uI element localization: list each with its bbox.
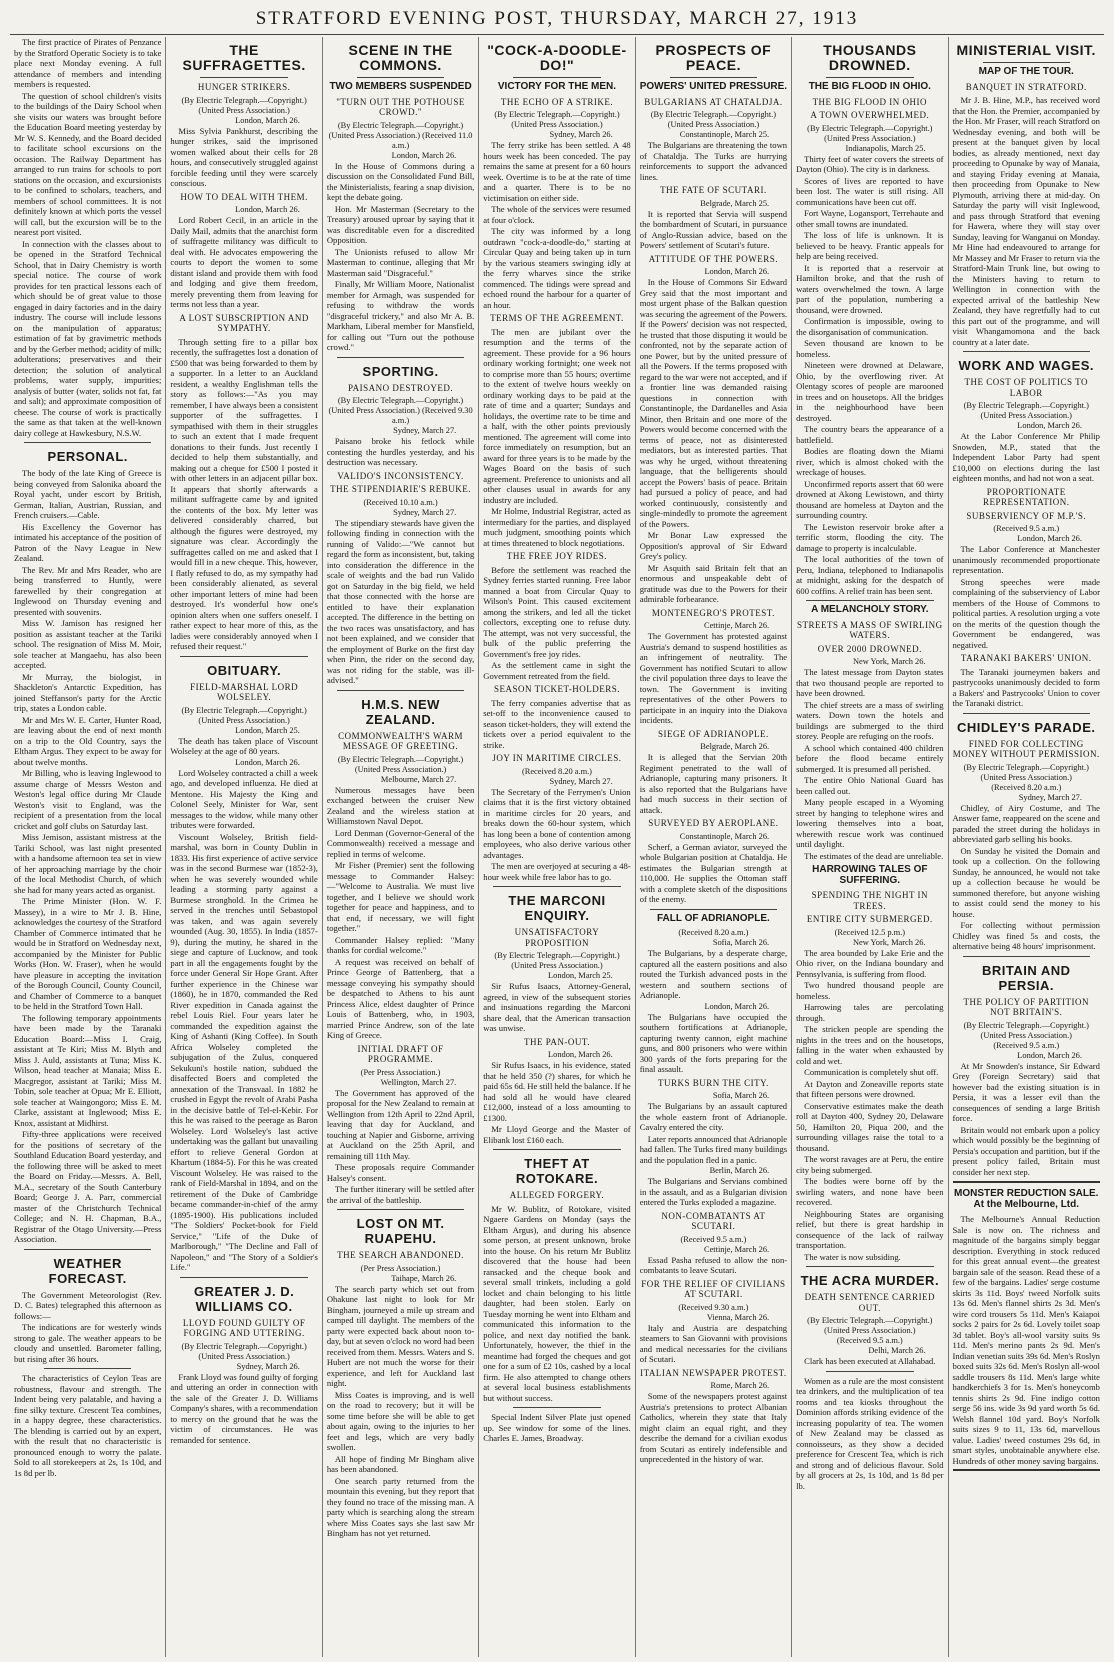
dateline: Belgrade, March 25. <box>700 198 770 208</box>
divider <box>24 1249 151 1250</box>
article-paragraph: Mr Bonar Law expressed the Opposition's approval of Sir Edward Grey's policy. <box>639 530 788 561</box>
dateline: London, March 26. <box>391 150 457 160</box>
column-commons <box>323 37 479 1657</box>
wire-credit: (By Electric Telegraph.—Copyright.) (United Press Association.) <box>807 123 933 143</box>
article-paragraph: As the settlement came in sight the Government retreated from the field. <box>483 660 631 681</box>
article-paragraph: The Bulgarians, by a desperate charge, captured all the eastern positions and also routed the Turkish advanced posts in the western and southern sections of Adrianople. <box>639 948 788 1000</box>
weather-paragraph: The Government Meteorologist (Rev. D. C. Bates) telegraphed this afternoon as follows:— <box>14 1289 162 1321</box>
column-suffragettes <box>166 37 322 1657</box>
obituary-heading: OBITUARY. <box>207 662 282 678</box>
subheading: DEATH SENTENCE CARRIED OUT. <box>804 1292 936 1313</box>
chidley-heading: CHIDLEY'S PARADE. <box>957 719 1096 735</box>
article-paragraph: For collecting without permission Chidley was fined 5s and costs, the alternative being 48 hours' imprisonment. <box>952 920 1100 951</box>
dateline: Constantinople, March 26. <box>679 831 770 841</box>
article-paragraph: Confirmation is impossible, owing to the disorganisation of communication. <box>796 316 944 337</box>
received-time: (Received 9.5 a.m.) <box>993 1040 1060 1050</box>
column-local-news <box>10 37 166 1657</box>
theft-heading: THEFT AT ROTOKARE. <box>515 1156 599 1186</box>
dateline: Vienna, March 26. <box>706 1312 770 1322</box>
divider <box>650 909 777 910</box>
dateline: Sydney, March 26. <box>549 130 613 139</box>
article-paragraph: The Secretary of the Ferrymen's Union claims that it is the first victory obtained in maritime circles for 20 years, and breaks down the 60-hour system, which has long been a bone of contention among employees, who also derive various other advantages. <box>483 786 631 860</box>
weather-heading: WEATHER FORECAST. <box>48 1255 127 1286</box>
subheading: INITIAL DRAFT OF PROGRAMME. <box>357 1043 444 1064</box>
divider <box>180 656 307 657</box>
subheading: POWERS' UNITED PRESSURE. <box>639 81 788 92</box>
subheading: TWO MEMBERS SUSPENDED <box>329 81 472 92</box>
article-paragraph: The Unionists refused to allow Mr Masterman to continue, alleging that Mr Masterman said "Disgraceful." <box>326 246 475 278</box>
personal-item: Miss Jemison, assistant mistress at the Tariki School, was last night presented with a handsome afternoon tea set in view of her approaching marriage by the choir of the local Methodist Church, of which she had for many years acted as organist. <box>14 832 162 895</box>
persia-heading: BRITAIN AND PERSIA. <box>981 962 1071 993</box>
weather-paragraph: The indications are for westerly winds strong to gale. The weather appears to be cloudy and unsettled. Barometer falling, but rising after 36 hours. <box>14 1322 162 1364</box>
dateline: London, March 26. <box>548 1050 613 1059</box>
article-paragraph: A school which contained 400 children before the flood became entirely submerged. It is presumed all perished. <box>796 742 944 774</box>
dateline: Wellington, March 27. <box>380 1077 457 1087</box>
subheading: THE STIPENDIARIE'S REBUKE. <box>330 484 471 494</box>
wire-credit: (By Electric Telegraph.—Copyright.) (United Press Association.) <box>963 762 1089 782</box>
article-paragraph: The Bulgarians by an assault captured the whole eastern front of Adrianople. Cavalry entered the city. <box>639 1101 788 1132</box>
received-time: (Received 8.20 a.m.) <box>521 766 592 776</box>
dateline: Sydney, March 27. <box>393 426 457 435</box>
article-paragraph: Finally, Mr William Moore, Nationalist member for Armagh, was suspended for refusing to withdraw the words "disgraceful trickery," and also Mr A. B. Markham, Liberal member for Mansfield, for calling out "Turn out the pothouse crowd." <box>326 279 475 352</box>
subheading: FOR THE RELIEF OF CIVILIANS AT SCUTARI. <box>641 1278 786 1299</box>
divider <box>200 77 287 78</box>
dateline: Delhi, March 26. <box>868 1346 926 1355</box>
article-paragraph: The entire Ohio National Guard has been called out. <box>796 775 944 796</box>
article-paragraph: Italy and Austria are despatching steamers to San Giovanni with provisions and medical necessaries for the civilians of Scutari. <box>639 1322 788 1364</box>
article-paragraph: Communication is completely shut off. <box>804 1067 939 1077</box>
article-paragraph: Mr Holme, Industrial Registrar, acted as intermediary for the parties, and displayed much judgment, smoothing points which at times threatened to block negotiations. <box>483 506 631 548</box>
divider <box>806 1266 933 1267</box>
subheading: BANQUET IN STRATFORD. <box>965 81 1087 92</box>
article-paragraph: Sir Rufus Isaacs, in his evidence, stated that he held 350 (?) shares, for which he paid 65s 6d. He still held the balance. If he had sold all he would have cleared £12,000, instead of a loss amounting to £1300. <box>483 1060 631 1123</box>
dateline: Berlin, March 26. <box>709 1166 770 1175</box>
peace-heading: PROSPECTS OF PEACE. <box>655 42 772 73</box>
article-paragraph: The local authorities of the town of Peru, Indiana, telephoned to Indianapolis at midnight, asking for the despatch of 600 coffins. A relief train has been sent. <box>796 554 944 596</box>
article-paragraph: At the Labor Conference Mr Philip Snowden, M.P., stated that the Independent Labor Party had spent £10,000 on elections during the last eighteen months, and had not won a seat. <box>952 431 1100 483</box>
article-paragraph: Clark has been executed at Allahabad. <box>804 1356 936 1366</box>
column-ferry-strike <box>479 37 635 1657</box>
article-paragraph: It is reported that a reservoir at Hamilton broke, and that the rush of waters overwhelmed the town. A large part of the population, numbering a thousand, were drowned. <box>796 262 944 315</box>
article-paragraph: Mr J. B. Hine, M.P., has received word that the Hon. the Premier, accompanied by the Hon. Mr Fraser, will reach Stratford on Wednesday evening, and both will be present at the banquet given by local bodies, as already mentioned, next day proceeding to Opunake by way of Manaia, and staying Friday evening at Manaia, then proceeding from Opunake to New Plymouth, arriving there at mid-day. On Saturday the party will visit Inglewood, and pass through Stratford that evening for Hawera, where they will stay over Sunday, leaving for Wanganui on Monday. Mr Hine had endeavoured to arrange for Mr Massey and Mr Fraser to return via the Stratford-Main Trunk line, but owing to the Ministers having to return to Wellington in connection with the expected arrival of the battleship New Zealand, they have regretfully had to cut this part out of the programme, and will visit Whangamomona and the back country at a later date. <box>952 95 1100 347</box>
personal-items <box>14 468 161 1245</box>
article-paragraph: Two hundred thousand people are homeless. <box>796 980 944 1001</box>
article-paragraph: The stricken people are spending the nights in the trees and on the housetops, falling in the water when exhausted by cold and wet. <box>796 1024 944 1066</box>
article-paragraph: The Labor Conference at Manchester unanimously recommended proportionate representation. <box>952 544 1100 575</box>
dateline: Indianapolis, March 25. <box>845 143 926 153</box>
dateline: London, March 26. <box>704 267 770 276</box>
article-paragraph: It is alleged that the Servian 20th Regiment penetrated to the wall of Adrianople, capturing many prisoners. It is also reported that the Bulgarians have had much success in their section of attack. <box>639 752 788 815</box>
subheading: THE BIG FLOOD IN OHIO. <box>808 81 931 92</box>
article-paragraph: Miss Coates is improving, and is well on the road to recovery; but it will be some time before she will be able to get about again, owing to the injuries to her feet and legs, which are very badly swollen. <box>326 1389 475 1452</box>
article-paragraph: The chief streets are a mass of swirling waters. Down town the hotels and buildings are submerged to the third storey. People are refuging on the roofs. <box>796 699 944 741</box>
article-paragraph: Conservative estimates make the death roll at Dayton 400, Sydney 20, Delaware 50, Hamilton 20, Piqua 200, and the surrounding villages raise the total to a thousand. <box>796 1100 944 1153</box>
dateline: New York, March 26. <box>852 657 926 666</box>
article-paragraph: Mr W. Bublitz, of Rotokare, visited Ngaere Gardens on Monday (says the Eltham Argus), and during his absence some person, at present unknown, broke into the house. On his return Mr Bublitz discovered that the house had been ransacked and the cheque book and several small trinkets, including a gold locket and chain belonging to his little daughter, had been stolen. Early on Tuesday morning he went into Eltham and communicated this information to the police, and next day notified the bank. Unfortunately, however, the thief in the meantime had forged the cheques and got one for a sum of £2 10s, cashed by a local firm. He also attempted to change others at several local business establishments but without success. <box>483 1203 631 1403</box>
dateline: London, March 26. <box>704 1001 770 1011</box>
ministerial-heading: MINISTERIAL VISIT. <box>956 42 1096 58</box>
divider <box>513 1407 600 1408</box>
dateline: London, March 26. <box>1017 1050 1082 1060</box>
subheading: THE FATE OF SCUTARI. <box>660 185 767 195</box>
wire-credit: (Per Press Association.) <box>360 1263 441 1273</box>
williams-heading: GREATER J. D. WILLIAMS CO. <box>194 1283 295 1314</box>
dateline: Cettinje, March 26. <box>703 621 770 630</box>
wire-credit: (By Electric Telegraph.—Copyright.) (United Press Association.) <box>807 1316 933 1335</box>
article-paragraph: Viscount Wolseley, British field-marshal, was born in County Dublin in 1833. His first experience of active service was in the second Burmese war (1852-3), when he was severely wounded while leading a storming party against a Burmese stronghold. In the Crimea he served in the trenches until Sebastopol was taken, and was again severely wounded (Aug. 30, 1855). In India (1857-9), during the mutiny, he shared in the siege and capture of Lucknow, and took part in all the engagements fought by the force under General Sir Hope Grant. After further experience in the Chinese war (1860), he in 1870, commanded the Red River expedition in Canada against the rebel Louis Riel. Four years later he commanded the expedition against the King of Ashanti (King Coffee). In South Africa Wolseley completed the subjugation of the Zulus, conquered Sekukuni's hostile nation, subdued the disaffected Boers and completed the annexation of the Transvaal. In 1882 he crushed in Egypt the revolt of Arabi Pasha in the decisive battle of Tel-el-Kebir. For this he was raised to the peerage as Baron Wolseley. Lord Wolseley's last active undertaking was the gallant but unavailing effort to relieve General Gordon at Khartum (1884-5). For this he was created Viscount Wolseley. He was raised to the rank of Field-Marshal in 1894, and on the retirement of the Duke of Cambridge became commander-in-chief of the army (1895-1900). His publications included "The Soldiers' Pocket-book for Field Service," "Life of the Duke of Marlborough," "The Decline and Fall of Napoleon," and "The Story of a Soldier's Life." <box>170 831 318 1272</box>
subheading: COMMONWEALTH'S WARM MESSAGE OF GREETING. <box>338 730 463 751</box>
subheading: THE BIG FLOOD IN OHIO <box>812 96 928 107</box>
wire-credit: (By Electric Telegraph.—Copyright.) (United Press Association.) <box>181 1341 307 1361</box>
wire-credit: (By Electric Telegraph.—Copyright.) (United Press Association.) <box>963 401 1089 420</box>
article-paragraph: The worst ravages are at Peru, the entire city being submerged. <box>796 1154 944 1175</box>
divider <box>826 77 913 78</box>
article-paragraph: Scherf, a German aviator, surveyed the whole Bulgarian position at Chataldja. He estimates the Bulgarian strength at 110,000. He supplies the Ottoman staff with a complete sketch of the dispositions of the enemy. <box>639 841 788 904</box>
subheading: JOY IN MARITIME CIRCLES. <box>492 753 622 763</box>
article-paragraph: The Bulgarians are threatening the town of Chataldja. The Turks are hurrying reinforcements to support the advanced lines. <box>639 140 788 182</box>
subheading: FIELD-MARSHAL LORD WOLSELEY. <box>190 681 299 702</box>
dateline: Taihape, March 26. <box>391 1273 457 1283</box>
dateline: Sydney, March 27. <box>393 507 457 517</box>
acra-heading: THE ACRA MURDER. <box>800 1273 940 1288</box>
article-paragraph: Seven thousand are known to be homeless. <box>796 338 944 359</box>
divider <box>337 1209 464 1210</box>
article-paragraph: Before the settlement was reached the Sydney ferries started running. Free labor manned a boat from Circular Quay to Wilson's Point. This caused excitement among the strikers, and led all the ticket collectors, excepting one to refuse duty. The attempt, was not very successful, the bulk of the public preferring the Government's free joy rides. <box>483 564 631 659</box>
subheading: THE POLICY OF PARTITION NOT BRITAIN'S. <box>963 996 1090 1017</box>
subheading: MAP OF THE TOUR. <box>978 66 1074 77</box>
article-paragraph: One search party returned from the mountain this evening, but they report that they found no trace of the missing man. A party which is searching along the stream where Miss Coates says she last saw Mr Bingham has not yet returned. <box>326 1475 475 1538</box>
divider <box>826 1371 913 1372</box>
article-paragraph: Later reports announced that Adrianople had fallen. The Turks fired many buildings and the population fled in a panic. <box>639 1133 788 1165</box>
divider <box>337 357 464 358</box>
article-paragraph: The Taranaki journeymen bakers and pastrycooks unanimously decided to form a Bakers' and Pastrycooks' Union to cover the Taranaki district. <box>952 666 1100 708</box>
article-paragraph: Britain would not embark upon a policy which would possibly be the beginning of Persia's occupation and partition, but if the present policy failed, Britain must consider her next step. <box>952 1124 1100 1177</box>
article-paragraph: Hon. Mr Masterman (Secretary to the Treasury) aroused uproar by saying that it was discreditable even for a discredited Opposition. <box>326 203 475 245</box>
received-time: (Received 8.20 a.m.) <box>991 782 1062 792</box>
article-paragraph: Scores of lives are reported to have been lost. The water is still rising. All communications have been cut off. <box>796 175 944 207</box>
article-paragraph: Bodies are floating down the Miami river, which is almost choked with the wreckage of houses. <box>796 446 944 477</box>
article-paragraph: The Bulgarians have occupied the southern fortifications at Adrianople, capturing twenty cannon, eight machine guns, and 800 prisoners who were within 300 yards of the forts preparing for the final assault. <box>639 1011 788 1074</box>
article-paragraph: Chidley, of Airy Costume, and The Answer fame, reappeared on the scene and paraded the street during the holidays in abbreviated garb selling his books. <box>952 802 1100 844</box>
personal-item: Mr Murray, the biologist, in Shackleton's Antarctic Expedition, has joined Steffanson's party for the Arctic trip, states a London cable. <box>14 671 162 713</box>
article-paragraph: The city was informed by a long outdrawn "cock-a-doodle-do," starting at Circular Quay and being taken up in turn by the various steamers swinging idly at the ferry wharves since the strike commenced. The tidings were spread and echoed round the harbour for a quarter of an hour. <box>483 226 631 310</box>
column-flood <box>792 37 948 1657</box>
subheading: OVER 2000 DROWNED. <box>817 643 922 654</box>
article-paragraph: On Sunday he visited the Domain and took up a collection. On the following Sunday, he announced, he would not take up a collection because he would be summoned therefore, but anyone wishing to assist could send the money to his house. <box>952 845 1100 919</box>
masthead: STRATFORD EVENING POST, THURSDAY, MARCH 27, 1913 <box>10 4 1104 35</box>
divider <box>963 956 1090 957</box>
article-paragraph: At Dayton and Zoneaville reports state that fifteen persons were drowned. <box>796 1078 944 1099</box>
ad-body: The Melbourne's Annual Reduction Sale is now on. The richness and magnitude of the bargains simply beggar description. Everything in stock reduced for this great annual event—the greatest bargain sale of the season. Read these of a few of the bargains. Ladies' serge costume skirts 3s 11d. Boys' tweed Norfolk suits 13s 6d. Men's flannel shirts 2s 3d. Men's wire cord trousers 5s 11d. Men's Kaiapoi socks 2 pairs for 2s 6d. Lovely toilet soap 3d tablet. Boy's all-wool varsity suits 9s 11d. Men's merino pants 2s 9d. Men's Indian venetian suits 39s 6d. Men's Roslyn boxed suits 32s 6d. Men's Roslyn all-wool saddle trousers 8s 11d. Men's large white handkerchiefs 3 for 1s. Men's honeycomb tennis shirts 2s 9d. Fine indigo cotton serge 56 ins. wide 3s 9d yard worth 5s 6d. Welsh flannel 10d yard. Boy's Norfolk suits sizes 9 to 11, 13s 6d, marvellous value. Ladies' tweed costumes 29s 6d, in smart styles, unobtainable anywhere else. Hundreds of other money saving bargains. <box>952 1214 1100 1466</box>
divider <box>337 690 464 691</box>
subheading: THE SEARCH ABANDONED. <box>337 1250 464 1260</box>
subheading: THE PAN-OUT. <box>523 1036 590 1047</box>
wire-credit: (By Electric Telegraph.—Copyright.) (United Press Association.) (Received 9.30 a.m.) <box>328 396 473 425</box>
personal-item: The body of the late King of Greece is being conveyed from Salonika aboard the Royal yacht, under escort by British, German, Italian, Austrian, Russian, and French cruisers.—Cable. <box>14 468 162 520</box>
article-paragraph: The Lewiston reservoir broke after a terrific storm, flooding the city. The damage to property is incalculable. <box>796 521 944 553</box>
dateline: Melbourne, March 27. <box>380 774 457 784</box>
dateline: Cettinje, March 26. <box>703 1244 770 1254</box>
article-paragraph: Commander Halsey replied: "Many thanks for cordial welcome." <box>326 934 475 955</box>
dateline: Constantinople, March 25. <box>679 130 770 139</box>
article-paragraph: The area bounded by Lake Erie and the Ohio river, on the Indiana boundary and Pennsylvania, is suffering from flood. <box>796 947 944 979</box>
article-paragraph: Thirty feet of water covers the streets of Dayton (Ohio). The city is in darkness. <box>796 153 944 174</box>
received-time: (Received 9.5 a.m.) <box>680 1234 747 1244</box>
article-paragraph: The search party which set out from Ohakune last night to look for Mr Bingham, journeyed a mile up stream and camped till daylight. The members of the party were expected back about noon to-day, but at seven o'clock no word had been received from them. Messrs. Waters and S. Hubert are not much the worse for their experience, and left for Auckland last night. <box>326 1283 475 1388</box>
subheading: STREETS A MASS OF SWIRLING WATERS. <box>797 619 943 640</box>
dateline: Belgrade, March 26. <box>700 742 770 751</box>
article-paragraph: Fort Wayne, Logansport, Terrehaute and other small towns are inundated. <box>796 208 944 229</box>
column-ministerial <box>949 37 1104 1657</box>
subheading: BULGARIANS AT CHATALDJA. <box>644 96 783 107</box>
local-news-paragraph: The question of school children's visits to the buildings of the Dairy School when she visits our waters was brought before the Education Board meeting yesterday by Mr W. S. Kennedy, and the Board decided to facilitate school excursions on the occasion. The Railway Department has arranged to run trains for schools to port stations on the occasion, and excursionists to be confined to scholars, teachers, and members of school committees. It is not definitely known at which ports the vessel will call, but the excursion will be to the nearest port visited. <box>14 90 162 237</box>
subheading: THE FREE JOY RIDES. <box>506 551 608 561</box>
subheading: UNSATISFACTORY PROPOSITION <box>514 927 600 948</box>
article-paragraph: The estimates of the dead are unreliable. <box>804 850 944 861</box>
divider <box>357 77 444 78</box>
article-paragraph: In the House of Commons during a discussion on the Consolidated Fund Bill, the Ministerialists, fearing a snap division, kept the debate going. <box>326 160 475 202</box>
wire-credit: (By Electric Telegraph.—Copyright.) (United Press Association.) <box>494 951 620 970</box>
dateline: Rome, March 26. <box>710 1381 770 1390</box>
article-paragraph: The death has taken place of Viscount Wolseley at the age of 80 years. <box>170 735 318 756</box>
personal-item: Mr and Mrs W. E. Carter, Hunter Road, are leaving about the end of next month on a trip to the Old Country, says the Eltham Argus. They expect to be away for about twelve months. <box>14 714 162 767</box>
personal-heading: PERSONAL. <box>47 449 128 464</box>
personal-item: Fifty-three applications were received for the positions of secretary of the Southland Education Board yesterday, and the following three will be asked to meet the Board on Friday.—Messrs. A. Bell, M.A., secretary of the South Canterbury Board; George J. A. Parr, commercial master of the Christchurch Technical College; and N. H. Chapman, B.A., Registrar of the Otago University.—Press Association. <box>14 1129 162 1244</box>
wire-credit: (By Electric Telegraph.—Copyright.) (United Press Association.) <box>650 110 777 129</box>
divider <box>963 713 1090 714</box>
personal-item: His Excellency the Governor has intimated his acceptance of the position of Patron of the Navy League in New Zealand. <box>14 521 162 563</box>
wire-credit: (Per Press Association.) <box>360 1067 441 1077</box>
ceylon-tea-ad: The characteristics of Ceylon Teas are robustness, flavour and strength. The Indent being very palatable, and having a fine silky texture. Crescent Tea combines, in a happy degree, these characteristics. The blending is carried out by an expert, with the result that no characteristic is pronounced enough to worry the palate. Sold to all storekeepers at 2s, 1s 10d, and 1s 8d per lb. <box>14 1373 162 1478</box>
article-paragraph: Unconfirmed reports assert that 60 were drowned at Akong Lewistown, and thirty thousand are homeless at Dayton and the surrounding country. <box>796 478 944 520</box>
dateline: London, March 25. <box>548 971 613 980</box>
divider <box>983 62 1070 63</box>
cock-a-doodle-heading: "COCK-A-DOODLE-DO!" <box>487 42 627 73</box>
divider <box>180 1277 307 1278</box>
dateline: London, March 26. <box>1017 421 1082 430</box>
article-paragraph: Miss Sylvia Pankhurst, describing the hunger strikes, said the imprisoned women walked about their cells for 28 hours, and consecutively struggled against forcible feeding until they were scarcely conscious. <box>170 125 318 188</box>
subheading: THE COST OF POLITICS TO LABOR <box>964 377 1088 398</box>
subheading: TERMS OF THE AGREEMENT. <box>490 313 624 323</box>
local-news-paragraphs <box>14 37 161 438</box>
article-paragraph: Mr Asquith said Britain felt that an enormous and unspeakable debt of gratitude was due to the Powers for their admirable forbearance. <box>639 562 788 604</box>
article-paragraph: The ferry strike has been settled. A 48 hours week has been conceded. The pay remains the same at present for a 60 hours week. Overtime is to be at the rate of time and a quarter. There is to be no victimisation on either side. <box>483 140 631 203</box>
dateline: London, March 26. <box>1017 534 1082 543</box>
divider <box>806 600 933 601</box>
received-time: (Received 9.5 a.m.) <box>993 524 1060 533</box>
received-time: (Received 8.20 a.m.) <box>678 928 749 937</box>
subheading: NON-COMBATANTS AT SCUTARI. <box>661 1210 766 1231</box>
subheading: PAISANO DESTROYED. <box>347 382 454 393</box>
received-time: (Received 10.10 a.m.) <box>363 497 438 507</box>
article-paragraph: Sir Rufus Isaacs, Attorney-General, agreed, in view of the subsequent stories and insinuations regarding the Marconi share deal, that the American transaction was unwise. <box>483 981 631 1033</box>
dateline: Sydney, March 27. <box>549 776 613 786</box>
subheading: MONTENEGRO'S PROTEST. <box>651 607 775 618</box>
article-paragraph: The Government has approved of the proposal for the New Zealand to remain at Wellington from 12th April to 22nd April, leaving that day for Auckland, and touching at Napier and Gisborne, arriving at Auckland on the 25th April, and remaining till 11th May. <box>326 1087 475 1161</box>
dateline: London, March 26. <box>235 205 300 214</box>
sporting-heading: SPORTING. <box>362 363 439 379</box>
dateline: London, March 26. <box>235 115 300 125</box>
divider <box>493 886 620 887</box>
article-paragraph: Essad Pasha refused to allow the non-combatants to leave Scutari. <box>639 1254 788 1275</box>
received-time: (Received 9.30 a.m.) <box>678 1302 749 1312</box>
article-paragraph: The Government has protested against Austria's demand to suspend hostilities as an infringement of neutrality. The Government has notified Scutari to allow the civil population three days to leave the town. The Government is inviting representatives of the other Powers to participate in an inquiry into the Diakova incidents. <box>639 631 788 725</box>
divider <box>44 1368 131 1369</box>
personal-item: The following temporary appointments have been made by the Taranaki Education Board:—Miss I. Craig, assistant at Te Kiri; Miss M. Blyth and Miss J. Auld, assistants at Tuna; Miss K. Wilson, head teacher at Manaia; Miss E. Macgregor, assistant at Tariki; Miss M. Tobin, sole teacher at Opua; Mr E. Elliott, sole teacher at Waingongoro; Miss E. M. Clarke, assistant at Inglewood; Miss E. Knox, assistant at Midhirst. <box>14 1012 162 1128</box>
subheading: PROPORTIONATE REPRESENTATION. <box>982 486 1070 507</box>
subheading: ATTITUDE OF THE POWERS. <box>648 253 779 264</box>
subheading: SUBSERVIENCY OF M.P.'S. <box>966 510 1087 521</box>
local-news-paragraph: The first practice of Pirates of Penzance by the Stratford Operatic Society is to take place next Monday evening. A full attendance of members and intending members is requested. <box>14 37 162 89</box>
article-paragraph: The water is now subsiding. <box>804 1251 901 1262</box>
article-paragraph: Lord Robert Cecil, in an article in the Daily Mail, admits that the anarchist form of suffragette militancy was difficult to deal with. He advocates empowering the courts to deport the women to some distant island and provide them with food and lodging and give them freedom, merely preventing them from leaving for terms not less than a year. <box>170 215 318 309</box>
melbourne-sale-ad <box>953 1181 1100 1471</box>
personal-item: The Prime Minister (Hon. W. F. Massey), in a wire to Mr J. B. Hine, acknowledges the courtesy of the Stratford Chamber of Commerce intimated that he would be in Stratford on Wednesday next, accompanied by the Minister for Public Works (Hon. W. Fraser), when he would have pleasure in accepting the invitation of the Borough Council, County Council, and Chamber of Commerce to a banquet to be held in the Stratford Town Hall. <box>14 896 162 1011</box>
article-paragraph: Mr Fisher (Premier) sent the following message to Commander Halsey:—"Welcome to Australia. We must live together, and I believe we should work together for peace and happiness, and to that end, if necessary, we will fight together." <box>326 860 475 933</box>
subheading: TARANAKI BAKERS' UNION. <box>960 653 1092 663</box>
article-paragraph: The loss of life is unknown. It is believed to be heavy. Frantic appeals for help are being received. <box>796 230 944 261</box>
article-paragraph: The stipendiary stewards have given the following finding in connection with the running of Valido:—"We cannot but regard the form as inconsistent, but, taking into consideration the difference in the scale of weights and the bad run Valido got on Saturday in the big field, we held that those connected with the horse are entitled to have their explanation accepted. The difference in the betting on the two races was unsatisfactory, and has not been explained, and we consider that the employment of Burke on the first day when Pinn, the rider on the second day, was not riding for the stable, was ill-advised." <box>326 517 475 685</box>
subheading: LLOYD FOUND GUILTY OF FORGING AND UTTERING. <box>182 1317 306 1338</box>
article-paragraph: Frank Lloyd was found guilty of forging and uttering an order in connection with the sale of the Greater J. D. Williams Company's shares, with a recommendation to mercy on the ground that he was the victim of circumstances. He was remanded for sentence. <box>170 1371 318 1445</box>
divider <box>513 77 600 78</box>
divider <box>493 1149 620 1150</box>
article-paragraph: Harrowing tales are percolating through. <box>796 1002 944 1023</box>
wire-credit: (By Electric Telegraph.—Copyright.) (United Press Association.) <box>494 110 620 129</box>
article-paragraph: The Bulgarians and Servians combined in the assault, and as a Bulgarian division entered the Turks exploded a magazine. <box>639 1176 788 1207</box>
subheading: ENTIRE CITY SUBMERGED. <box>806 914 933 924</box>
subheading: SURVEYED BY AEROPLANE. <box>648 818 779 828</box>
article-paragraph: The men are jubilant over the resumption and the terms of the agreement. These provide for a 96 hours ordinary working fortnight; one week not to comprise more than 55 hours; overtime to the extent of twelve hours weekly on ordinary working days to be paid at the rate of time and a quarter; Sundays and holidays, the overtime rate to be time and a half, with the other points previously mentioned. The agreement will come into force immediately on resumption, but an award for three years is to be made by the Wages Board on the basis of such agreement. Preference to unionists and all other clauses usual in awards for any industry are included. <box>483 326 631 505</box>
article-paragraph: Lord Wolseley contracted a chill a week ago, and developed influenza. He died at Mentone. His Majesty the King and Colonel Seely, Minister for War, sent messages to the widow, while many other tributes were forwarded. <box>170 767 318 830</box>
divider <box>24 442 151 443</box>
subheading: A TOWN OVERWHELMED. <box>810 110 930 120</box>
subheading: FINED FOR COLLECTING MONEY WITHOUT PERMISSION. <box>952 738 1100 759</box>
suffragettes-heading: THE SUFFRAGETTES. <box>182 42 306 73</box>
dateline: Sydney, March 27. <box>1018 792 1082 802</box>
wire-credit: (By Electric Telegraph.—Copyright.) (United Press Association.) <box>181 705 307 725</box>
article-paragraph: The bodies were borne off by the swirling waters, and none have been recovered. <box>796 1176 944 1207</box>
article-paragraph: Many people escaped in a Wyoming street by hanging to telephone wires and lowering themselves into a boat, wherewith rescue work was continued until daylight. <box>796 797 944 849</box>
article-paragraph: Lord Denman (Governor-General of the Commonwealth) received a message and replied in terms of welcome. <box>326 827 475 859</box>
divider <box>670 77 757 78</box>
local-news-paragraph: In connection with the classes about to be opened in the Stratford Technical School, that in Dairy Chemistry is worth special notice. The course of work provides for ten practical lessons each of which should be of great value to those engaged in dairy factories and in the dairy industry. The course will include lessons on the manipulation of apparatus; estimation of fat by gravimetric methods and by the Gerber method; acidity of milk; adulterations; preservatives and their detection; the solution of analytical problems, water supply, impurities; analysis of butter (water, solids not fat, fat and salt); and approximate composition of cheese. The course of work is practically the same as that taken at the well-known dairy college at Hawkesbury, N.S.W. <box>14 238 162 438</box>
subheading: HOW TO DEAL WITH THEM. <box>180 191 308 202</box>
personal-item: The Rev. Mr and Mrs Reader, who are being transferred to Huntly, were farewelled by their congregation at Inglewood on Thursday evening and presented with souvenirs. <box>14 564 162 617</box>
article-paragraph: The further itinerary will be settled after the arrival of the battleship. <box>326 1184 475 1205</box>
subheading: VALIDO'S INCONSISTENCY. <box>337 470 464 481</box>
subheading: SPENDING THE NIGHT IN TREES. <box>811 890 929 911</box>
subheading: A LOST SUBSCRIPTION AND SYMPATHY. <box>179 312 309 333</box>
subheading: VICTORY FOR THE MEN. <box>497 81 617 92</box>
silver-plate-ad: Special Indent Silver Plate just opened up. See window for some of the lines. Charles E. James, Broadway. <box>483 1412 631 1443</box>
wire-credit: (By Electric Telegraph.—Copyright.) (United Press Association.) <box>337 754 464 774</box>
subheading: HUNGER STRIKERS. <box>197 82 291 92</box>
personal-item: Mr Billing, who is leaving Inglewood to assume charge of Messrs Weston and Weston's legal office during Mr Claude Weston's visit to England, was the recipient of a presentation from the local cricket and golf clubs on Saturday last. <box>14 768 162 831</box>
subheading: SIEGE OF ADRIANOPLE. <box>658 728 769 739</box>
article-paragraph: Paisano broke his fetlock while contesting the hurdles yesterday, and his destruction was necessary. <box>326 436 475 467</box>
article-paragraph: These proposals require Commander Halsey's consent. <box>326 1162 475 1183</box>
ruapehu-heading: LOST ON MT. RUAPEHU. <box>356 1216 445 1246</box>
drowned-heading: THOUSANDS DROWNED. <box>823 42 917 73</box>
article-paragraph: The ferry companies advertise that as set-off to the inconvenience caused to season ticket-holders, they will extend the tickets over a period equivalent to the strike. <box>483 697 631 750</box>
marconi-heading: THE MARCONI ENQUIRY. <box>508 893 606 923</box>
article-paragraph: A request was received on behalf of Prince George of Battenberg, that a message conveying his sympathy should be despatched to Athens to his aunt Princess Alice, eldest daughter of Prince Louis of Battenberg, who, in 1903, married Prince Andrew, son of the late King of Greece. <box>326 956 475 1040</box>
article-paragraph: All hope of finding Mr Bingham alive has been abandoned. <box>326 1453 475 1474</box>
dateline: Sofia, March 26. <box>712 1091 770 1100</box>
wire-credit: (By Electric Telegraph.—Copyright.) (United Press Association.) (Received 11.0 a.m.) <box>328 120 473 150</box>
wire-credit: (By Electric Telegraph.—Copyright.) (United Press Association.) <box>181 95 307 115</box>
subheading: ITALIAN NEWSPAPER PROTEST. <box>640 1367 787 1378</box>
weather-items <box>14 1290 161 1365</box>
article-paragraph: Some of the newspapers protest against Austria's pretensions to protect Albanian Catholics, wherein they state that Italy might claim an equal right, and they describe the demand for a civilian exodus from Scutari as entirely indefensible and unprecedented in the history of war. <box>639 1391 788 1464</box>
article-paragraph: At Mr Snowden's instance, Sir Edward Grey (Foreign Secretary) said that however bad the existing situation is in Persia, it was a lesser evil than the consequences of sending a large British force. <box>952 1060 1100 1123</box>
received-time: (Received 12.5 p.m.) <box>834 927 906 937</box>
article-paragraph: Strong speeches were made complaining of the subserviency of Labor members of the House of Commons to political parties. A resolution urging a vote on the merits of the question though the Government be endangered, was negatived. <box>952 576 1100 650</box>
subheading: "TURN OUT THE POTHOUSE CROWD." <box>336 96 465 117</box>
received-time: (Received 9.5 a.m.) <box>836 1336 903 1345</box>
adrianople-heading: FALL OF ADRIANOPLE. <box>657 912 770 924</box>
dateline: London, March 26. <box>235 757 300 767</box>
article-paragraph: Neighbouring States are organising relief, but there is great hardship in consequence of the lack of railway transportation. <box>796 1208 944 1250</box>
harrowing-heading: HARROWING TALES OF SUFFERING. <box>812 864 928 886</box>
article-paragraph: The whole of the services were resumed at four o'clock. <box>483 204 631 225</box>
article-paragraph: The latest message from Dayton states that two thousand people are reported to have been drowned. <box>796 667 944 698</box>
article-paragraph: Mr Lloyd George and the Master of Elibank lost £160 each. <box>483 1124 631 1145</box>
crescent-tea-ad: Women as a rule are the most consistent tea drinkers, and the multiplication of tea rooms and tea kiosks throughout the Dominion affords striking evidence of the increasing popularity of tea. The women of New Zealand may be classed as connoisseurs, as they show a decided preference for Crescent Tea, which is rich and strong and of delicious flavour. Sold by all grocers at 2s, 1s 10d, and 1s 8d per lb. <box>796 1375 944 1491</box>
personal-item: Miss W. Jamison has resigned her position as assistant teacher at the Tariki school. The resignation of Miss M. Moir, sole teacher at Mangaehu, has also been accepted. <box>14 618 162 670</box>
dateline: London, March 25. <box>235 725 300 735</box>
article-paragraph: The country bears the appearance of a battlefield. <box>796 424 944 445</box>
article-paragraph: The men are overjoyed at securing a 48-hour week while free labor has to go. <box>483 861 631 882</box>
work-wages-heading: WORK AND WAGES. <box>958 358 1095 373</box>
subheading: TURKS BURN THE CITY. <box>658 1077 769 1088</box>
divider <box>963 351 1090 352</box>
article-paragraph: Numerous messages have been exchanged between the cruiser New Zealand and the wireless station at Williamstown Naval Depot. <box>326 784 475 826</box>
new-zealand-heading: H.M.S. NEW ZEALAND. <box>361 696 440 727</box>
column-peace <box>636 37 792 1657</box>
dateline: Sofia, March 26. <box>712 938 770 947</box>
commons-heading: SCENE IN THE COMMONS. <box>348 42 453 73</box>
subheading: THE ECHO OF A STRIKE. <box>500 96 614 107</box>
subheading: SEASON TICKET-HOLDERS. <box>493 684 620 694</box>
dateline: New York, March 26. <box>852 937 926 947</box>
columns <box>10 37 1104 1657</box>
article-paragraph: In the House of Commons Sir Edward Grey said that the most important and most urgent phase of the Balkan question was securing the agreement of the Powers. If the Powers' decision was not respected, he trusted that those disputing it would be confronted, not by the separate action of one Power, but by the united pressure of all the Powers. If the terms proposed with regard to the war were not accepted, and if a frontier line was demanded raising questions in connection with Constantinople, the Dardanelles and Asia Minor, then Britain and one more of the Powers would become concerned with the terms of peace, not as disinterested mediators, but as interested parties. That was why he urged, without threatening language, that the belligerents should accept the Powers' basis of peace. Britain had pursued a policy of peace, and had worked continuously, consistently and single-mindedly to promote the agreement of the Powers. <box>639 277 788 529</box>
dateline: Sydney, March 26. <box>236 1361 300 1371</box>
article-paragraph: Nineteen were drowned at Delaware, Ohio, by the overflowing river. At Olentagy scores of people are marooned in trees and on housetops. All the bridges in the neighbourhood have been destroyed. <box>796 360 944 423</box>
subheading: ALLEGED FORGERY. <box>509 1190 605 1200</box>
melancholy-heading: A MELANCHOLY STORY. <box>811 604 929 615</box>
wire-credit: (By Electric Telegraph.—Copyright.) (United Press Association.) <box>963 1020 1089 1040</box>
article-paragraph: Through setting fire to a pillar box recently, the suffragettes lost a donation of £500 that was being forwarded to them by a supporter. In a letter to an Auckland resident, a wealthy Englishman tells the story as follows:—"As you may remember, I have always been a consistent supporter of the suffragettes. I sympathised with them in their struggles to such an extent that I made frequent donations to their funds. Just recently I decided to help them substantially, and making out a cheque for £500 I posted it with other letters in an adjacent pillar box. It appears that shortly afterwards a militant suffragette came by and ignited the contents of the box. My letter was delivered considerably charred, but although the figures were destroyed, my signature was clear. Accordingly the suffragettes called on me and asked that I would fill in a new cheque. This, however, I flatly refused to do, as my sympathy had been considerably alienated, as several other important letters of mine had been destroyed. It's wonderful how one's opinion alters when one suffers oneself. I rather expect to hear more of this, as the ladies were considerably annoyed when I refused their request." <box>170 336 318 651</box>
article-paragraph: It is reported that Servia will suspend the bombardment of Scutari, in pursuance of Anglo-Russian advice, based on the Powers' settlement of Scutari's future. <box>639 208 788 250</box>
ad-heading: MONSTER REDUCTION SALE. At the Melbourne, Ltd. <box>954 1188 1099 1210</box>
